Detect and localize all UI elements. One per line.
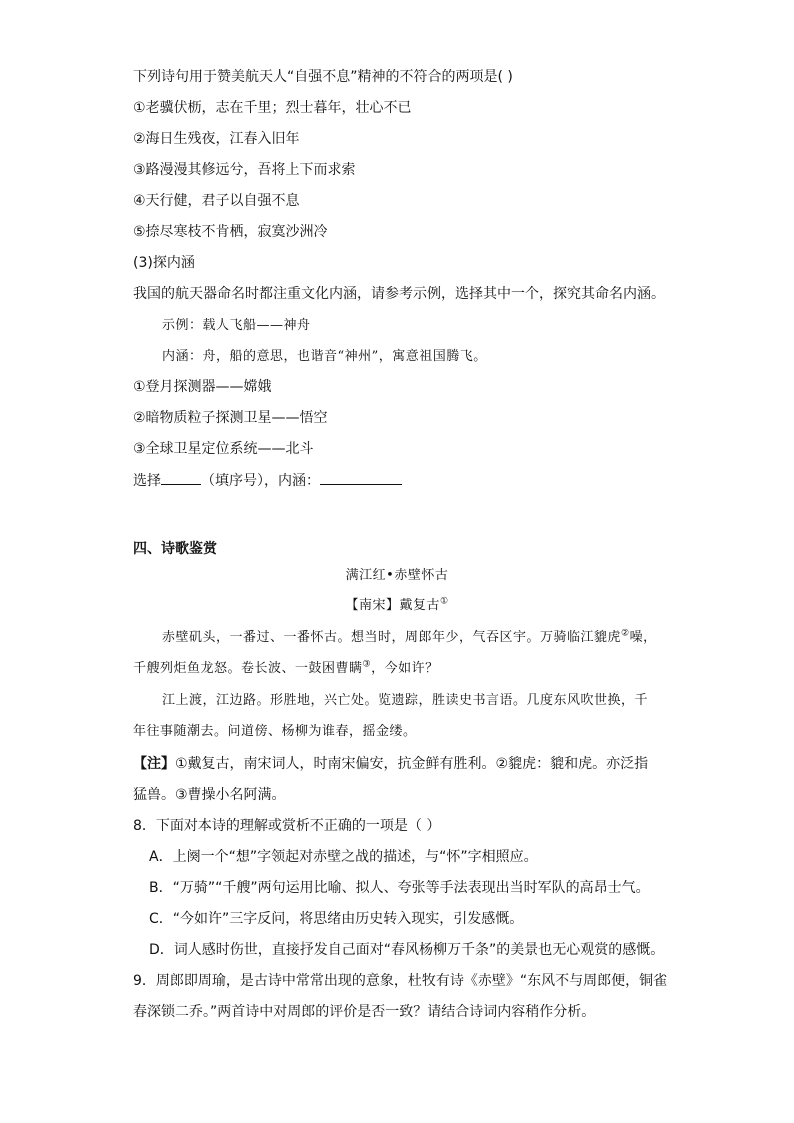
q3-option-1: ①登月探测器——嫦娥 [133,379,272,395]
answer-mid: （填序号），内涵： [201,473,320,489]
q8-option-d: D．词人感时伤世，直接抒发自己面对“春风杨柳万千条”的美景也无心观赏的感慨。 [149,942,665,958]
note-label: 【注】 [133,756,175,772]
poem-stanza2-line2: 年往事随潮去。问道傍、杨柳为谁春，摇金缕。 [133,724,417,739]
stanza1-text-a: 赤壁矶头，一番过、一番怀古。想当时，周郎年少，气吞区宇。万骑临江貔虎 [162,630,622,645]
author-note-mark: ① [439,596,449,607]
q3-heading: (3)探内涵 [133,255,195,271]
q8-stem: 8．下面对本诗的理解或赏析不正确的一项是（ ） [133,818,441,834]
q9-line1: 9．周郎即周瑜，是古诗中常常出现的意象，杜牧有诗《赤壁》“东风不与周郎便，铜雀 [133,973,668,989]
q2-option-5: ⑤捺尽寒枝不肯栖，寂寞沙洲冷 [133,224,328,240]
q3-stem: 我国的航天器命名时都注重文化内涵，请参考示例，选择其中一个，探究其命名内涵。 [133,286,665,302]
poem-stanza1-line1 [162,628,657,648]
author-text: 【南宋】戴复古 [345,598,440,613]
choice-blank[interactable] [161,470,201,485]
q3-option-3: ③全球卫星定位系统——北斗 [133,441,314,457]
poem-title: 满江红•赤壁怀古 [345,568,449,583]
q2-stem: 下列诗句用于赞美航天人“自强不息”精神的不符合的两项是( ) [133,69,513,85]
note-mark-3: ③ [362,659,372,670]
q9-line2: 春深锁二乔。”两首诗中对周郎的评价是否一致？请结合诗词内容稍作分析。 [133,1004,596,1020]
q2-option-4: ④天行健，君子以自强不息 [133,193,300,209]
stanza1-text-d: ，今如许？ [371,661,439,676]
q2-option-1: ①老骥伏枥，志在千里；烈士暮年，壮心不已 [133,100,412,116]
poem-author [0,596,794,616]
answer-prefix: 选择 [133,473,161,489]
poem-stanza1-line2 [133,659,439,679]
q8-option-a: A．上阕一个“想”字领起对赤壁之战的描述，与“怀”字相照应。 [149,849,538,865]
q3-option-2: ②暗物质粒子探测卫星——悟空 [133,410,328,426]
stanza1-text-c: 千艘列炬鱼龙怒。卷长波、一鼓困曹瞒 [133,661,363,676]
meaning-blank[interactable] [320,470,402,485]
q3-example-2: 内涵：舟，船的意思，也谐音“神州”，寓意祖国腾飞。 [162,349,487,364]
stanza1-text-b: 噪， [629,630,657,645]
q3-answer-line [133,470,402,491]
q8-option-c: C．“今如许”三字反问，将思绪由历史转入现实，引发感慨。 [149,911,524,927]
q2-option-3: ③路漫漫其修远兮，吾将上下而求索 [133,162,356,178]
poem-stanza2-line1: 江上渡，江边路。形胜地，兴亡处。览遗踪，胜读史书言语。几度东风吹世换，千 [162,693,649,708]
section-title: 四、诗歌鉴赏 [133,541,217,557]
note-text: ①戴复古，南宋词人，时南宋偏安，抗金鲜有胜利。②貔虎：貔和虎。亦泛指 [175,756,649,772]
q8-option-b: B．“万骑”“千艘”两句运用比喻、拟人、夸张等手法表现出当时军队的高昂士气。 [149,880,650,896]
q2-option-2: ②海日生残夜，江春入旧年 [133,131,300,147]
poem-note-line2: 猛兽。③曹操小名阿满。 [133,787,286,803]
note-mark-2: ② [621,628,630,639]
q3-example-1: 示例：载人飞船——神舟 [162,318,311,333]
poem-note-line1 [133,754,648,774]
